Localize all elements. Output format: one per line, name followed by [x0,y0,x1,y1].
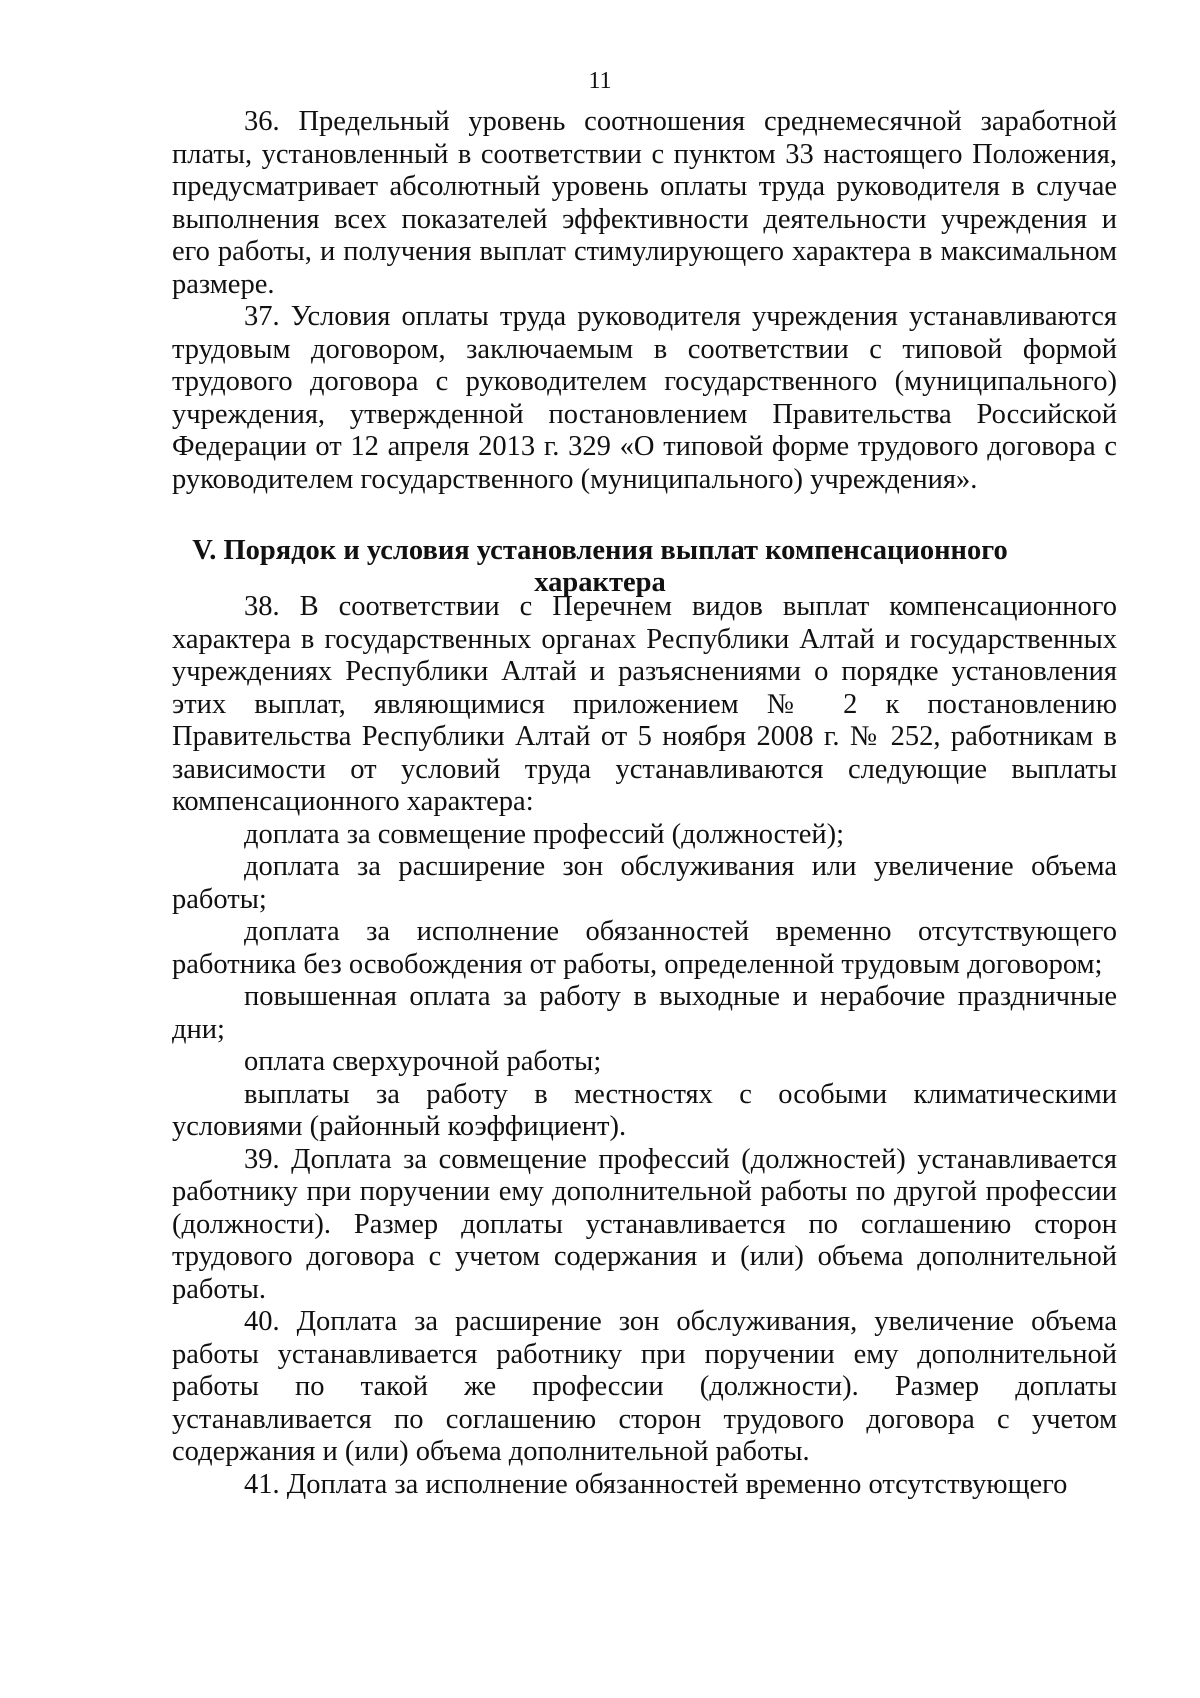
list-item: повышенная оплата за работу в выходные и нерабочие праздничные дни; [172,981,1117,1045]
post-heading-section [0,591,1200,1501]
paragraph-41: 41. Доплата за исполнение обязанностей временно отсутствующего [244,1468,1068,1500]
list-item: выплаты за работу в местностях с особыми климатическими условиями (районный коэффициент). [172,1078,1117,1142]
list-item: доплата за исполнение обязанностей временно отсутствующего работника без освобождения от работы, определенной трудовым договором; [172,916,1117,980]
section-heading: V. Порядок и условия установления выплат компенсационного характера [192,535,1008,598]
list-item: оплата сверхурочной работы; [244,1046,602,1077]
paragraph-39: 39. Доплата за совмещение профессий (должностей) устанавливается работнику при поручении ему дополнительной работы по другой профессии (должности). Размер доплаты устанавливается по соглашению сторон трудового договора с учетом содержания и (или) объема дополнительной работы. [172,1143,1117,1305]
pre-heading-section [0,106,1200,496]
paragraph-37: 37. Условия оплаты труда руководителя учреждения устанавливаются трудовым договором, заключаемым в соответствии с типовой формой трудового договора с руководителем государственного (муниципального) учреждения, утвержденной постановлением Правительства Российской Федерации от 12 апреля 2013 г. 329 «О типовой форме трудового договора с руководителем государственного (муниципального) учреждения». [172,301,1117,495]
paragraph-40: 40. Доплата за расширение зон обслуживания, увеличение объема работы устанавливается работнику при поручении ему дополнительной работы по такой же профессии (должности). Размер доплаты устанавливается по соглашению сторон трудового договора с учетом содержания и (или) объема дополнительной работы. [172,1306,1117,1467]
list-item: доплата за совмещение профессий (должностей); [244,818,845,850]
page-number: 11 [588,68,612,94]
paragraph-36: 36. Предельный уровень соотношения среднемесячной заработной платы, установленный в соответствии с пунктом 33 настоящего Положения, предусматривает абсолютный уровень оплаты труда руководителя в случае выполнения всех показателей эффективности деятельности учреждения и его работы, и получения выплат стимулирующего характера в максимальном размере. [172,106,1117,300]
list-item: доплата за расширение зон обслуживания или увеличение объема работы; [172,851,1117,915]
paragraph-38: 38. В соответствии с Перечнем видов выплат компенсационного характера в государственных органах Республики Алтай и государственных учреждениях Республики Алтай и разъяснениями о порядке установления этих выплат, являющимися приложением № 2 к постановлению Правительства Республики Алтай от 5 ноября 2008 г. № 252, работникам в зависимости от условий труда устанавливаются следующие выплаты компенсационного характера: [172,591,1117,817]
